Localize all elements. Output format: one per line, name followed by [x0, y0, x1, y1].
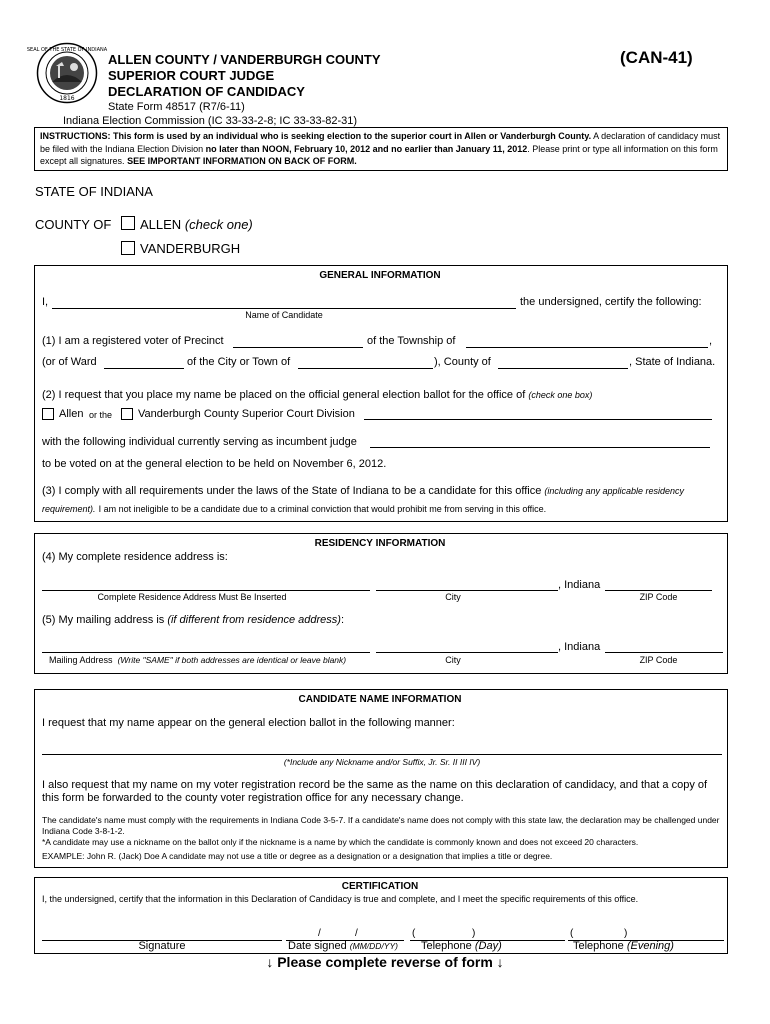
signature-caption: Signature	[138, 940, 186, 952]
residence-city-caption: City	[445, 592, 461, 602]
nickname-example: EXAMPLE: John R. (Jack) Doe A candidate may not use a title or degree as a designation or a designation that implies a title or degree.	[42, 851, 553, 861]
evening-phone-paren-open: (	[570, 928, 574, 939]
ward-field[interactable]	[104, 368, 184, 369]
form-title-line3: DECLARATION OF CANDIDACY	[108, 84, 305, 99]
mailing-indiana-text: , Indiana	[558, 641, 601, 653]
candidate-name-field[interactable]	[52, 308, 516, 309]
office-request-text: (2) I request that you place my name be placed on the official general election ballot for the office of (check one box)	[42, 389, 593, 401]
county-of-text: ), County of	[434, 356, 491, 368]
mailing-address-label: (5) My mailing address is (if different from residence address):	[42, 614, 345, 626]
voter-record-request: I also request that my name on my voter registration record be the same as the name on this declaration of candidacy, and that a copy of this form be forwarded to the county voter registration office for any necessary change.	[42, 779, 708, 804]
commission-citation: Indiana Election Commission (IC 33-33-2-8; IC 33-33-82-31)	[63, 115, 358, 127]
residence-city-field[interactable]	[376, 590, 558, 591]
vanderburgh-office-checkbox[interactable]	[121, 408, 133, 420]
county-field[interactable]	[498, 368, 628, 369]
ward-label: (or of Ward	[42, 356, 97, 368]
date-slash-1: /	[318, 928, 321, 939]
ballot-name-request: I request that my name appear on the general election ballot in the following manner:	[42, 717, 455, 729]
state-form-number: State Form 48517 (R7/6-11)	[108, 101, 245, 113]
allen-office-checkbox[interactable]	[42, 408, 54, 420]
mailing-city-caption: City	[445, 655, 461, 665]
instructions-text: INSTRUCTIONS: This form is used by an individual who is seeking election to the superior court in Allen or Vanderburgh County. A declaration of candidacy must be filed with the Indiana Election Division no later than NOON, February 10, 2012 and no earlier than January 11, 2012. Please print or type all information on this form except all signatures. SEE IMPORTANT INFORMATION ON BACK OF FORM.	[40, 131, 721, 166]
state-of-indiana-text: , State of Indiana.	[629, 356, 716, 368]
township-field[interactable]	[466, 347, 708, 348]
residence-indiana-text: , Indiana	[558, 579, 601, 591]
residence-address-caption: Complete Residence Address Must Be Inserted	[97, 592, 287, 602]
vanderburgh-office-label: Vanderburgh County Superior Court Division	[138, 408, 355, 420]
state-of-indiana: STATE OF INDIANA	[35, 184, 153, 199]
ballot-name-caption: (*Include any Nickname and/or Suffix, Jr. Sr. II III IV)	[283, 757, 481, 767]
vanderburgh-county-label: VANDERBURGH	[140, 241, 241, 256]
form-code: (CAN-41)	[620, 48, 693, 67]
complete-reverse-notice: ↓ Please complete reverse of form ↓	[266, 954, 504, 970]
precinct-label: (1) I am a registered voter of Precinct	[42, 335, 224, 347]
i-prefix: I,	[42, 296, 49, 308]
mailing-city-field[interactable]	[376, 652, 558, 653]
candidate-name-caption: Name of Candidate	[245, 310, 323, 320]
day-phone-paren-open: (	[412, 928, 416, 939]
residence-zip-caption: ZIP Code	[639, 592, 678, 602]
county-of-label: COUNTY OF	[35, 217, 112, 232]
name-compliance-note: The candidate's name must comply with the requirements in Indiana Code 3-5-7. If a candidate's name does not comply with this state law, the declaration may be challenged under Indiana Code 3-8-1-2.	[42, 815, 720, 836]
city-town-field[interactable]	[298, 368, 433, 369]
day-phone-paren-close: )	[472, 928, 476, 939]
court-division-field[interactable]	[364, 419, 712, 420]
mailing-zip-field[interactable]	[605, 652, 723, 653]
allen-office-label: Allen	[59, 408, 84, 420]
residence-zip-field[interactable]	[605, 590, 712, 591]
svg-text:1816: 1816	[59, 95, 75, 102]
allen-county-label: ALLEN (check one)	[140, 217, 253, 232]
form-title-line1: ALLEN COUNTY / VANDERBURGH COUNTY	[108, 52, 381, 67]
nickname-note: *A candidate may use a nickname on the ballot only if the nickname is a name by which the candidate is commonly known and does not exceed 20 characters.	[42, 837, 639, 847]
compliance-statement: (3) I comply with all requirements under the laws of the State of Indiana to be a candidate for this office (including any applicable residency requirement). I am not ineligible to be a candidate due to a criminal conviction that would prohibit me from serving in this office.	[42, 485, 685, 514]
svg-text:SEAL OF THE STATE OF INDIANA: SEAL OF THE STATE OF INDIANA	[26, 47, 108, 53]
election-date-text: to be voted on at the general election to be held on November 6, 2012.	[42, 458, 387, 470]
mailing-zip-caption: ZIP Code	[639, 655, 678, 665]
candidate-name-heading: CANDIDATE NAME INFORMATION	[298, 694, 462, 705]
mailing-address-caption: Mailing Address (Write "SAME" if both addresses are identical or leave blank)	[49, 655, 347, 665]
mailing-address-field[interactable]	[42, 652, 370, 653]
certification-text: I, the undersigned, certify that the information in this Declaration of Candidacy is true and complete, and I meet the specific requirements of this office.	[42, 894, 639, 904]
form-title-line2: SUPERIOR COURT JUDGE	[108, 68, 275, 83]
certify-text: the undersigned, certify the following:	[520, 296, 702, 308]
day-telephone-caption: Telephone (Day)	[421, 940, 502, 952]
incumbent-label: with the following individual currently serving as incumbent judge	[42, 436, 357, 448]
incumbent-judge-field[interactable]	[370, 447, 710, 448]
residency-heading: RESIDENCY INFORMATION	[314, 538, 446, 549]
residence-address-field[interactable]	[42, 590, 370, 591]
ballot-name-field[interactable]	[42, 754, 722, 755]
vanderburgh-county-checkbox[interactable]	[121, 241, 135, 255]
city-town-label: of the City or Town of	[187, 356, 291, 368]
or-the-text: or the	[89, 410, 113, 420]
date-slash-2: /	[355, 928, 358, 939]
evening-phone-paren-close: )	[624, 928, 628, 939]
certification-heading: CERTIFICATION	[341, 881, 419, 892]
evening-telephone-caption: Telephone (Evening)	[573, 940, 674, 952]
residence-address-label: (4) My complete residence address is:	[42, 551, 228, 563]
township-label: of the Township of	[367, 335, 456, 347]
township-comma: ,	[709, 335, 713, 347]
date-signed-caption: Date signed (MM/DD/YY)	[288, 940, 398, 952]
general-information-heading: GENERAL INFORMATION	[319, 270, 441, 281]
precinct-field[interactable]	[233, 347, 363, 348]
state-seal	[26, 42, 108, 104]
allen-county-checkbox[interactable]	[121, 216, 135, 230]
